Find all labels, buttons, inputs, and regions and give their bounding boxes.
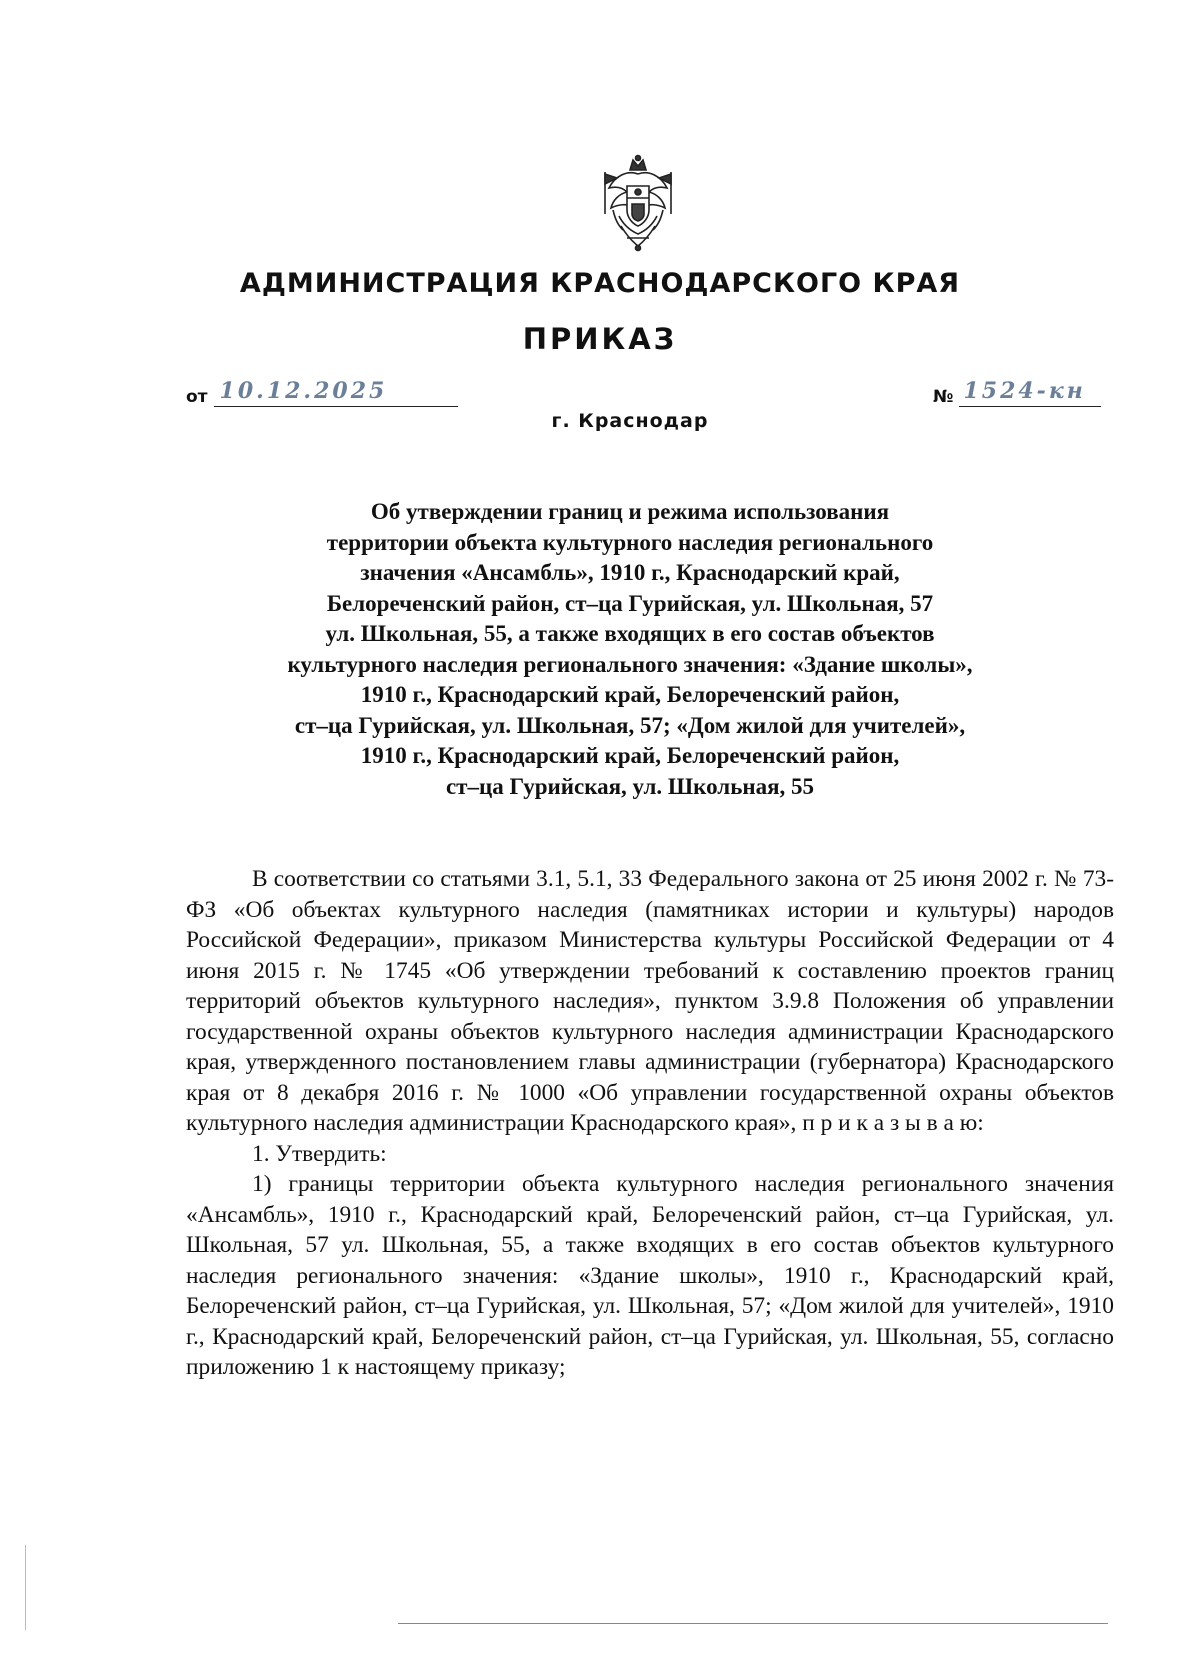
number-value: 1524-кн: [963, 378, 1086, 404]
body-paragraph-item-1: 1. Утвердить:: [252, 1140, 387, 1167]
subject-line: 1910 г., Краснодарский край, Белореченский район,: [360, 682, 900, 707]
number-prefix: №: [933, 387, 954, 407]
subject-line: ст–ца Гурийская, ул. Школьная, 57; «Дом жилой для учителей»,: [294, 712, 966, 738]
scan-edge-mark: [25, 1545, 26, 1630]
date-line: [214, 378, 458, 407]
date-field: [186, 378, 458, 407]
subject-line: ст–ца Гурийская, ул. Школьная, 55: [445, 773, 815, 799]
subject-line: культурного наследия регионального значения: «Здание школы»,: [287, 651, 973, 677]
document-subject: [200, 497, 1060, 802]
number-field: [933, 378, 1101, 407]
city-label: г. Краснодар: [551, 410, 709, 432]
subject-line: 1910 г., Краснодарский край, Белореченский район,: [360, 743, 900, 768]
body-paragraph-item-1-1: 1) границы территории объекта культурного наследия регионального значения «Ансамбль», 1910 г., Краснодарский край, Белореченский район, ст–ца Гурийская, ул. Школьная, 57 ул. Школьная, 55, а также входящих в его состав объектов культурного наследия регионального значения: «Здание школы», 1910 г., Краснодарский край, Белореченский район, ст–ца Гурийская, ул. Школьная, 57; «Дом жилой для учителей», 1910 г., Краснодарский край, Белореченский район, ст–ца Гурийская, ул. Школьная, 55, согласно приложению 1 к настоящему приказу;: [186, 1171, 1114, 1380]
subject-line: Белореченский район, ст–ца Гурийская, ул. Школьная, 57: [326, 590, 934, 616]
number-line: [959, 378, 1101, 407]
date-value: 10.12.2025: [219, 378, 388, 404]
subject-line: Об утверждении границ и режима использования: [370, 499, 890, 524]
document-body: [186, 864, 1114, 1383]
subject-line: ул. Школьная, 55, а также входящих в его состав объектов: [325, 621, 935, 646]
coat-of-arms-icon: [597, 152, 679, 252]
date-prefix: от: [186, 387, 208, 407]
document-type: ПРИКАЗ: [522, 322, 678, 356]
subject-line: территории объекта культурного наследия регионального: [326, 529, 934, 555]
subject-line: значения «Ансамбль», 1910 г., Краснодарский край,: [360, 560, 900, 585]
footer-divider: [398, 1623, 1108, 1624]
body-paragraph-preamble: В соответствии со статьями 3.1, 5.1, 33 Федерального закона от 25 июня 2002 г. № 73-ФЗ «Об объектах культурного наследия (памятниках истории и культуры) народов Российской Федерации», приказом Министерства культуры Российской Федерации от 4 июня 2015 г. № 1745 «Об утверждении требований к составлению проектов границ территорий объектов культурного наследия», пунктом 3.9.8 Положения об управлении государственной охраны объектов культурного наследия администрации Краснодарского края, утвержденного постановлением главы администрации (губернатора) Краснодарского края от 8 декабря 2016 г. № 1000 «Об управлении государственной охраны объектов культурного наследия администрации Краснодарского края», п р и к а з ы в а ю:: [186, 866, 1114, 1136]
organization-title: АДМИНИСТРАЦИЯ КРАСНОДАРСКОГО КРАЯ: [239, 268, 961, 299]
